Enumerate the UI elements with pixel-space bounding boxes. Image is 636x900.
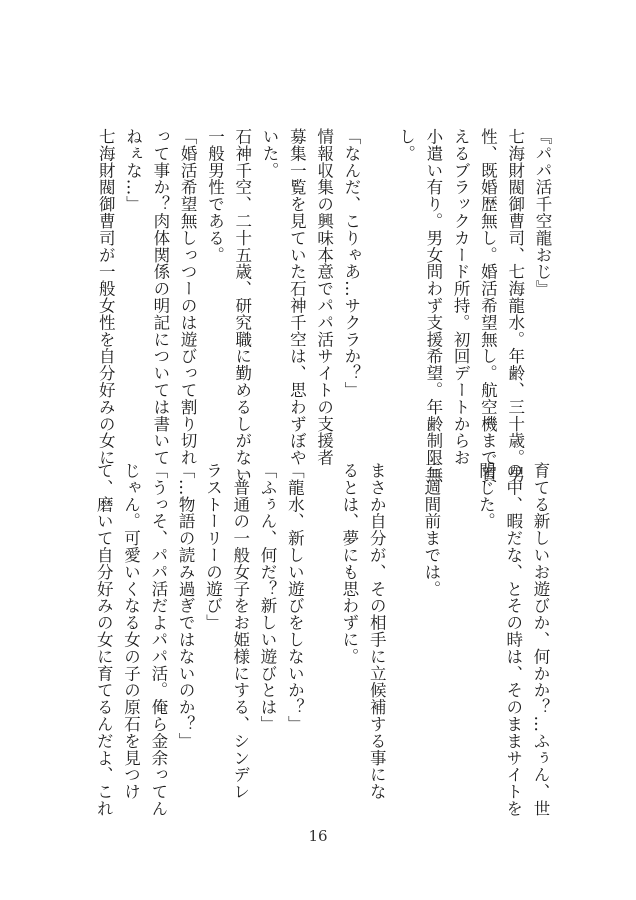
text-line: 閉じた。: [476, 462, 496, 530]
text-line: [313, 462, 332, 479]
text-line: 「婚活希望無しっつーのは遊びって割り切れ: [178, 128, 198, 466]
text-line: 小遣い有り。男女問わず支援希望。年齢制限無: [423, 128, 443, 483]
text-line: 七海財閥御曹司、七海龍水。年齢、三十歳。男: [505, 128, 525, 483]
text-line: 『パパ活千空龍おじ』: [533, 128, 552, 297]
text-line: ねぇな…」: [123, 128, 143, 213]
text-line: 「うっそ、パパ活だよパパ活。俺ら金余ってん: [148, 462, 168, 817]
text-line: じゃん。可愛いくなる女の子の原石を見つけ: [121, 462, 141, 800]
text-line: [449, 462, 468, 479]
page-number: 16: [308, 827, 328, 845]
text-line: 「龍水、新しい遊びをしないか？」: [285, 462, 305, 733]
text-line: 石神千空、二十五歳、研究職に勤めるしがない: [232, 128, 252, 483]
text-line: 一般男性である。: [205, 128, 225, 264]
upper-text-block: [92, 128, 556, 483]
lower-text-block: [90, 462, 554, 817]
text-line: 「…物語の読み過ぎではないのか？」: [176, 462, 196, 750]
text-line: て、磨いて自分好みの女に育てるんだよ、これ: [94, 462, 114, 817]
text-line: 七海財閥御曹司が一般女性を自分好みの女に: [96, 128, 116, 466]
text-line: 三週間前までは。: [421, 462, 441, 598]
text-line: の中、暇だな、とその時は、そのままサイトを: [503, 462, 523, 817]
text-line: いた。: [260, 128, 280, 179]
text-line: 性、既婚歴無し。婚活希望無し。航空機まで買: [478, 128, 498, 483]
text-line: ラストーリーの遊び」: [203, 462, 223, 631]
text-line: まさか自分が、その相手に立候補する事にな: [367, 462, 387, 800]
text-line: [395, 462, 414, 479]
text-line: えるブラックカード所持。初回デートからお: [451, 128, 471, 466]
text-line: 育てる新しいお遊びか、何かか？…ふぅん、世: [531, 462, 550, 817]
text-line: るとは、夢にも思わずに。: [339, 462, 359, 665]
text-line: 募集一覧を見ていた石神千空は、思わずぼや: [287, 128, 307, 466]
text-line: って事か？肉体関係の明記については書いて: [150, 128, 170, 466]
text-line: 「なんだ、こりゃあ…サクラか？」: [341, 128, 361, 399]
text-line: 「ふぅん、何だ？新しい遊びとは」: [258, 462, 278, 733]
text-line: し。: [396, 128, 416, 162]
text-line: 「普通の一般女子をお姫様にする、シンデレ: [230, 462, 250, 800]
text-line: [369, 128, 388, 145]
text-line: 情報収集の興味本意でパパ活サイトの支援者: [314, 128, 334, 466]
